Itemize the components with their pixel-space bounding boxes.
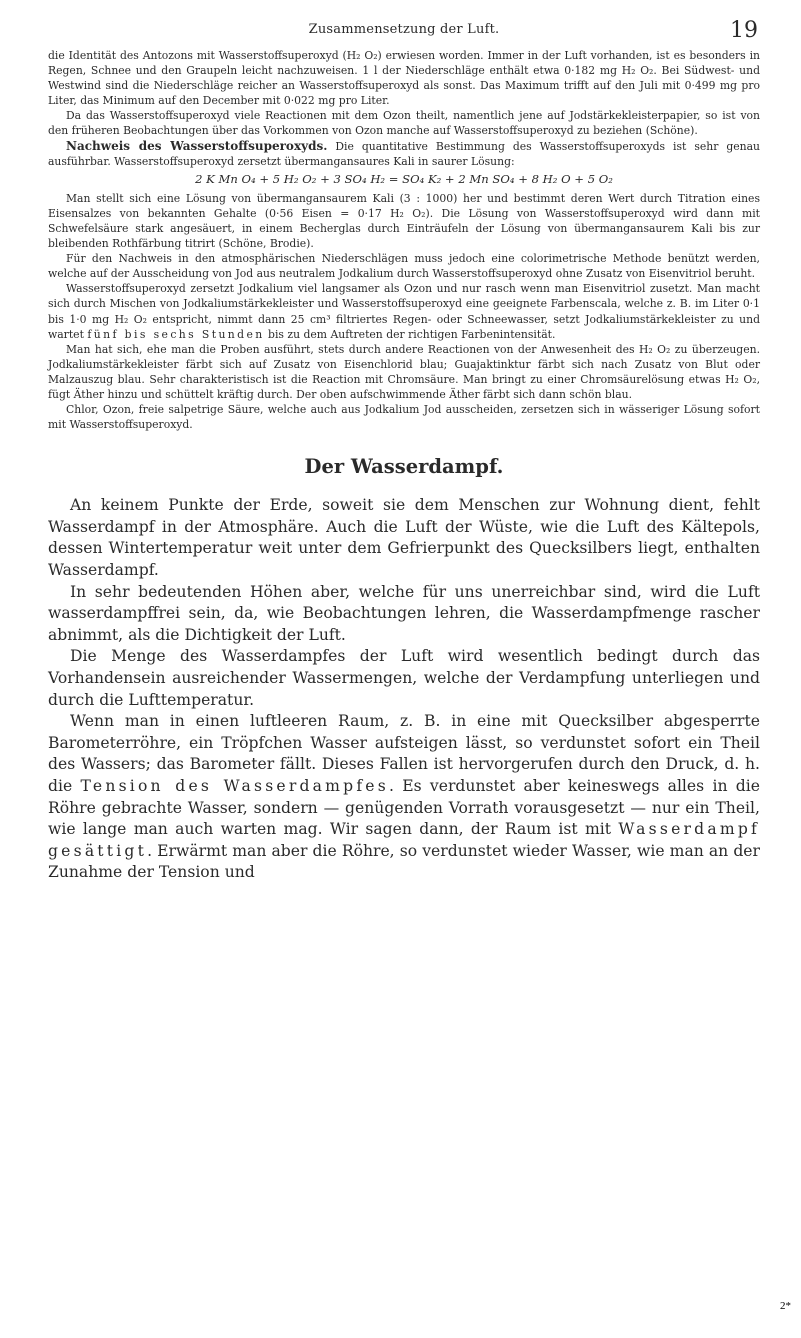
paragraph-reactions: Da das Wasserstoffsuperoxyd viele Reactionen mit dem Ozon theilt, namentlich jene auf Jodstärkekleisterpapier, so ist von den früheren Beobachtungen über das Vorkommen von Ozon manche auf Wasserstoffsuperoxyd zu beziehen (Schöne). xyxy=(48,109,760,138)
main-text-block xyxy=(48,495,760,884)
wasserdampf-text-c: . Erwärmt man aber die Röhre, so verdunstet wieder Wasser, wie man an der Zunahme der Tension und xyxy=(48,841,760,882)
paragraph-colorimetric: Für den Nachweis in den atmosphärischen Niederschlägen muss jedoch eine colorimetrische Methode benützt werden, welche auf der Ausscheidung von Jod aus neutralem Jodkalium durch Wasserstoffsuperoxyd ohne Zusatz von Eisenvitriol beruht. xyxy=(48,252,760,281)
paragraph-wasserdampf-2: In sehr bedeutenden Höhen aber, welche für uns unerreichbar sind, wird die Luft wasserdampffrei sein, da, wie Beobachtungen lehren, die Wasserdampfmenge rascher abnimmt, als die Dichtigkeit der Luft. xyxy=(48,582,760,644)
small-print-block xyxy=(48,48,760,432)
paragraph-wasserdampf-4 xyxy=(48,711,760,884)
jodkalium-text-b: bis zu dem Auftreten der richtigen Farbenintensität. xyxy=(264,327,556,341)
wasserdampf-text-b: . Es verdunstet aber keineswegs alles in die Röhre gebrachte Wasser, sondern — genügenden Vorrath vorausgesetzt — nur ein Theil, wie lange man auch warten mag. Wir sagen dann, der Raum ist mit xyxy=(48,776,761,839)
nachweis-heading: Nachweis des Wasserstoffsuperoxyds. xyxy=(66,138,328,153)
section-title: Der Wasserdampf. xyxy=(304,455,504,479)
running-head-title: Zusammensetzung der Luft. xyxy=(308,22,500,37)
spaced-emphasis-gesaettigt: Wasserdampf gesättigt xyxy=(48,820,760,860)
jodkalium-text-a: Wasserstoffsuperoxyd zersetzt Jodkalium viel langsamer als Ozon und nur rasch wenn man Eisenvitriol zusetzt. Man macht sich durch Mischen von Jodkaliumstärkekleister und Wasserstoffsuperoxyd eine geeignete Farbenscala, welche z. B. im Liter 0·1 bis 1·0 mg H₂ O₂ entspricht, nimmt dann 25 cm³ filtriertes Regen- oder Schneewasser, setzt Jodkaliumstärkekleister zu und wartet xyxy=(48,282,760,341)
paragraph-wasserdampf-1: An keinem Punkte der Erde, soweit sie dem Menschen zur Wohnung dient, fehlt Wasserdampf in der Atmosphäre. Auch die Luft der Wüste, wie die Luft des Kältepols, dessen Wintertemperatur weit unter dem Gefrierpunkt des Quecksilbers liegt, enthalten Wasserdampf. xyxy=(48,496,760,580)
nachweis-body: Die quantitative Bestimmung des Wasserstoffsuperoxyds ist sehr genau ausführbar. Wasserstoffsuperoxyd zersetzt übermangansaures Kali in saurer Lösung: xyxy=(48,139,760,168)
running-head xyxy=(48,20,760,48)
book-page xyxy=(48,20,760,884)
paragraph-nachweis xyxy=(48,139,760,169)
paragraph-chlor: Chlor, Ozon, freie salpetrige Säure, welche auch aus Jodkalium Jod ausscheiden, zersetzen sich in wässeriger Lösung sofort mit Wasserstoffsuperoxyd. xyxy=(48,403,760,432)
paragraph-antozon: die Identität des Antozons mit Wasserstoffsuperoxyd (H₂ O₂) erwiesen worden. Immer in der Luft vorhanden, ist es besonders in Regen, Schnee und den Graupeln leicht nachzuweisen. 1 l der Niederschläge enthält etwa 0·182 mg H₂ O₂. Bei Südwest- und Westwind sind die Niederschläge reicher an Wasserstoffsuperoxyd als sonst. Das Maximum trifft auf den Juli mit 0·499 mg pro Liter, das Minimum auf den December mit 0·022 mg pro Liter. xyxy=(48,49,760,108)
page-number: 19 xyxy=(730,18,758,43)
paragraph-wasserdampf-3: Die Menge des Wasserdampfes der Luft wird wesentlich bedingt durch das Vorhandensein ausreichender Wassermengen, welche der Verdampfung unterliegen und durch die Lufttemperatur. xyxy=(48,647,760,709)
spaced-emphasis-stunden: fünf bis sechs Stunden xyxy=(87,327,265,341)
spaced-emphasis-tension: Tension des Wasserdampfes xyxy=(80,776,389,795)
paragraph-jodkalium xyxy=(48,281,760,341)
paragraph-titration: Man stellt sich eine Lösung von übermangansaurem Kali (3 : 1000) her und bestimmt deren Wert durch Titration eines Eisensalzes von bekannten Gehalte (0·56 Eisen = 0·17 H₂ O₂). Die Lösung von Wasserstoffsuperoxyd wird dann mit Schwefelsäure stark angesäuert, in einem Becherglas durch Einträufeln der Lösung von übermangansaurem Kali bis zur bleibenden Rothfärbung titrirt (Schöne, Brodie). xyxy=(48,191,760,251)
wasserdampf-text-a: Wenn man in einen luftleeren Raum, z. B. in eine mit Quecksilber abgesperrte Barometerröhre, ein Tröpfchen Wasser aufsteigen lässt, so verdunstet sofort ein Theil des Wassers; das Barometer fällt. Dieses Fallen ist hervorgerufen durch den Druck, d. h. die xyxy=(48,712,760,795)
chemical-formula: 2 K Mn O₄ + 5 H₂ O₂ + 3 SO₄ H₂ = SO₄ K₂ + 2 Mn SO₄ + 8 H₂ O + 5 O₂ xyxy=(195,171,613,186)
paragraph-reactions-check: Man hat sich, ehe man die Proben ausführt, stets durch andere Reactionen von der Anwesenheit des H₂ O₂ zu überzeugen. Jodkaliumstärkekleister färbt sich auf Zusatz von Eisenchlorid blau; Guajaktinktur färbt sich nach Zusatz von Blut oder Malzauszug blau. Sehr charakteristisch ist die Reaction mit Chromsäure. Man bringt zu einer Chromsäurelösung etwas H₂ O₂, fügt Äther hinzu und schüttelt kräftig durch. Der oben aufschwimmende Äther färbt sich dann schön blau. xyxy=(48,342,760,401)
signature-mark: 2* xyxy=(780,1300,791,1312)
